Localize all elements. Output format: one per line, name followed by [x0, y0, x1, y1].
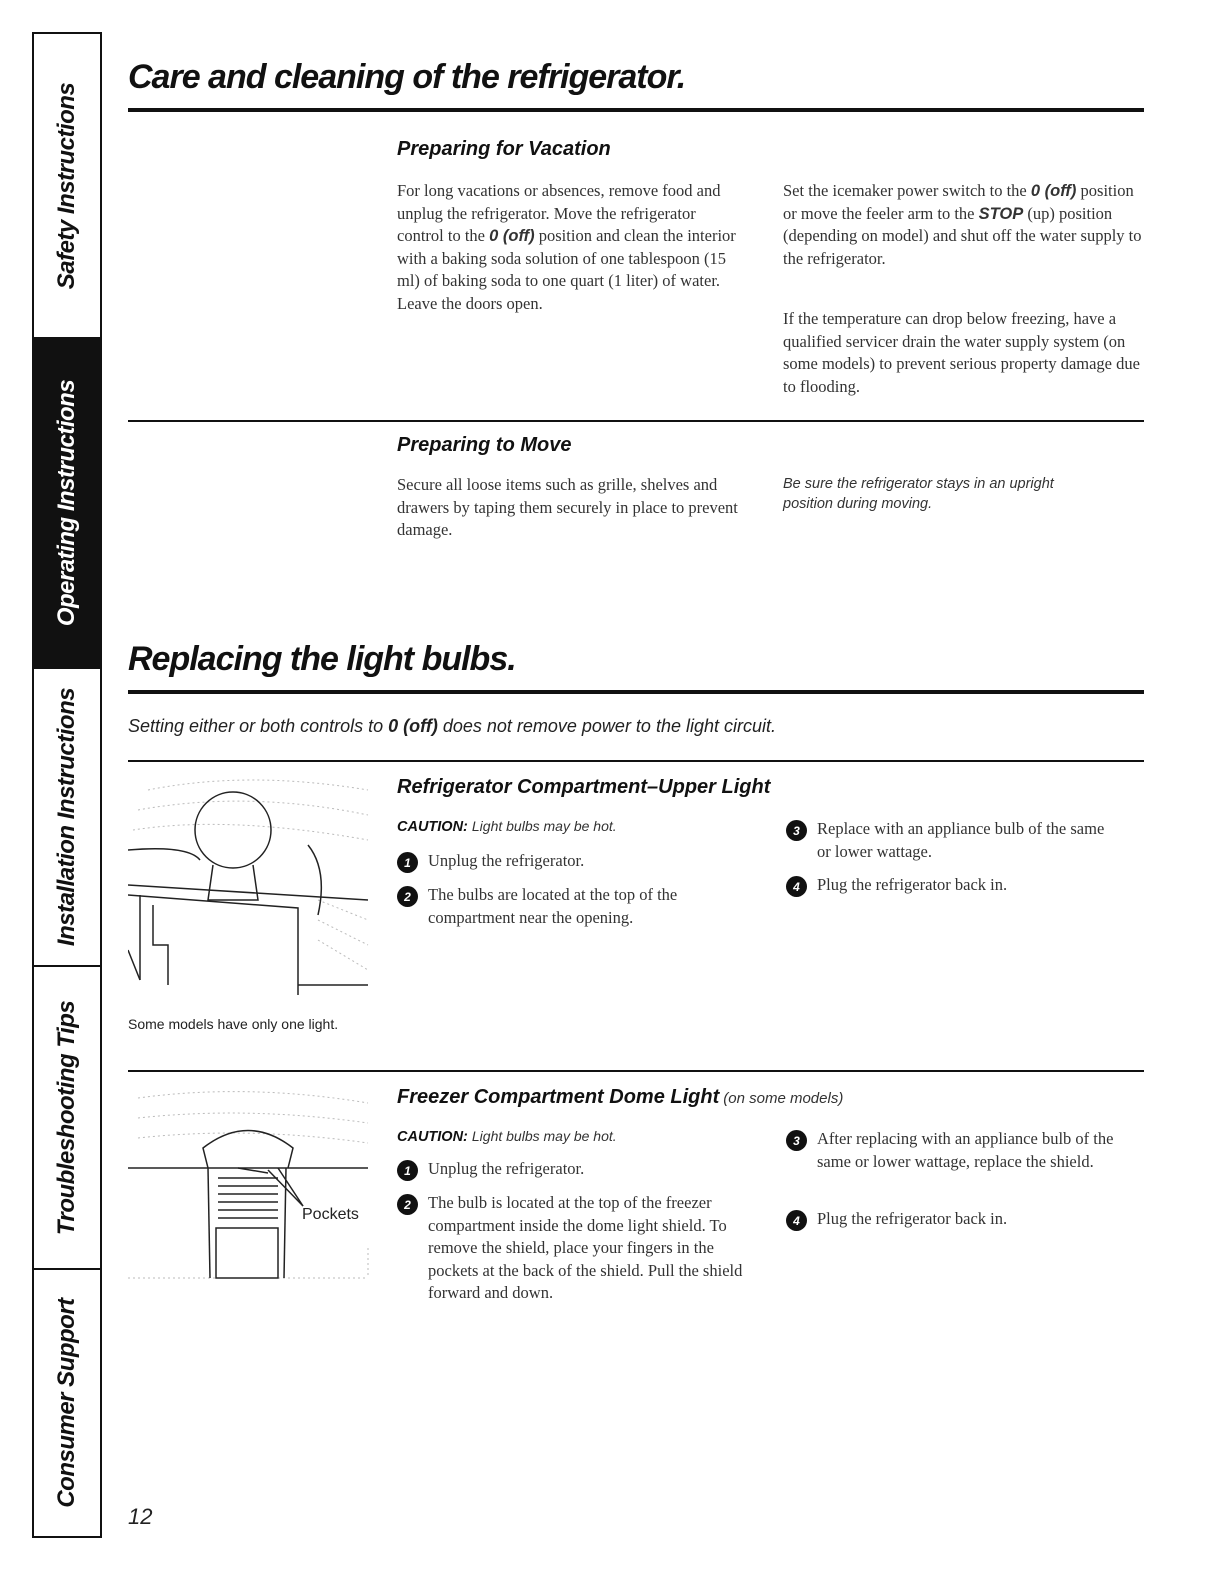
tab-label: Installation Instructions: [53, 687, 80, 947]
tab-installation-instructions[interactable]: [34, 669, 100, 967]
step-number: 2: [397, 886, 418, 907]
text-segment: position and clean the interior with a baking soda solution of one tablespoon (15 ml) of baking soda to one quart (1 liter) of water. Leave the doors open.: [397, 226, 736, 313]
title-rule: [128, 108, 1144, 112]
upper-light-caption: Some models have only one light.: [128, 1016, 339, 1032]
caution-label: CAUTION:: [397, 819, 468, 835]
step-3: [786, 1128, 1146, 1173]
heading-text: Freezer Compartment Dome Light: [397, 1086, 720, 1108]
step-text: Replace with an appliance bulb of the same or lower wattage.: [817, 819, 1105, 861]
section-heading-vacation: Preparing for Vacation: [397, 138, 611, 160]
step-2: [397, 884, 747, 929]
step-text: The bulbs are located at the top of the compartment near the opening.: [428, 885, 678, 927]
step-number: 2: [397, 1194, 418, 1215]
section-divider: [128, 1070, 1144, 1072]
tab-troubleshooting-tips[interactable]: [34, 967, 100, 1270]
pockets-label: Pockets: [302, 1206, 359, 1223]
step-text: Plug the refrigerator back in.: [817, 875, 1008, 894]
text-segment: does not remove power to the light circuit.: [437, 716, 776, 736]
section-title-bulbs: Replacing the light bulbs.: [128, 640, 516, 678]
text-segment: position or move the feeler arm to the: [783, 181, 1134, 223]
bulbs-subtitle: [128, 716, 776, 737]
caution-text: Light bulbs may be hot.: [471, 1128, 617, 1144]
text-segment: Set the icemaker power switch to the: [783, 181, 1031, 200]
step-text: After replacing with an appliance bulb of the same or lower wattage, replace the shield.: [817, 1129, 1114, 1171]
caution-note: [397, 1128, 617, 1146]
tab-label: Operating Instructions: [53, 379, 80, 627]
step-4: [786, 874, 1116, 897]
step-2: [397, 1192, 747, 1305]
vacation-text-left: [397, 180, 742, 315]
step-4: [786, 1208, 1146, 1231]
step-1: [397, 1158, 747, 1181]
vacation-text-right: [783, 180, 1143, 270]
page-title: Care and cleaning of the refrigerator.: [128, 58, 686, 96]
section-heading-dome-light: [397, 1086, 843, 1109]
upper-light-illustration: [128, 770, 373, 1010]
title-rule: [128, 690, 1144, 694]
section-divider: [128, 420, 1144, 422]
step-3: [786, 818, 1116, 863]
caution-note: [397, 818, 617, 836]
page-number: 12: [128, 1504, 153, 1529]
step-1: [397, 850, 747, 873]
heading-note: (on some models): [723, 1090, 844, 1107]
tab-label: Troubleshooting Tips: [53, 1000, 80, 1235]
step-number: 4: [786, 1210, 807, 1231]
step-number: 4: [786, 876, 807, 897]
step-number: 3: [786, 1130, 807, 1151]
tab-consumer-support[interactable]: [34, 1270, 100, 1536]
off-label: 0 (off): [388, 716, 438, 736]
move-note: Be sure the refrigerator stays in an upright position during moving.: [783, 476, 1054, 512]
step-text: Unplug the refrigerator.: [428, 851, 585, 870]
text-segment: For long vacations or absences, remove food and unplug the refrigerator. Move the refrigerator control to the: [397, 181, 721, 245]
caution-label: CAUTION:: [397, 1129, 468, 1145]
move-text-left: Secure all loose items such as grille, shelves and drawers by taping them securely in place to prevent damage.: [397, 475, 738, 539]
step-text: Plug the refrigerator back in.: [817, 1209, 1008, 1228]
section-heading-move: Preparing to Move: [397, 434, 572, 456]
step-text: Unplug the refrigerator.: [428, 1159, 585, 1178]
off-label: 0 (off): [1030, 182, 1077, 200]
text-segment: (up) position (depending on model) and shut off the water supply to the refrigerator.: [783, 203, 1142, 268]
dome-light-illustration: [128, 1078, 373, 1288]
off-label: 0 (off): [489, 227, 535, 245]
tab-safety-instructions[interactable]: [34, 34, 100, 339]
tab-label: Consumer Support: [53, 1298, 80, 1508]
step-number: 1: [397, 1160, 418, 1181]
tab-operating-instructions[interactable]: [34, 339, 100, 669]
step-number: 3: [786, 820, 807, 841]
tab-label: Safety Instructions: [53, 82, 80, 289]
text-segment: Setting either or both controls to: [128, 716, 389, 736]
section-sidebar: [32, 32, 102, 1538]
section-heading-upper-light: Refrigerator Compartment–Upper Light: [397, 776, 771, 798]
caution-text: Light bulbs may be hot.: [471, 818, 617, 834]
step-text: The bulb is located at the top of the freezer compartment inside the dome light shield. To remove the shield, place your fingers in the pockets at the back of the shield. Pull the shield forward and down.: [428, 1193, 743, 1302]
step-number: 1: [397, 852, 418, 873]
stop-label: STOP: [978, 204, 1024, 223]
vacation-text-right-2: If the temperature can drop below freezing, have a qualified servicer drain the water supply system (on some models) to prevent serious property damage due to flooding.: [783, 309, 1140, 396]
section-divider: [128, 760, 1144, 762]
